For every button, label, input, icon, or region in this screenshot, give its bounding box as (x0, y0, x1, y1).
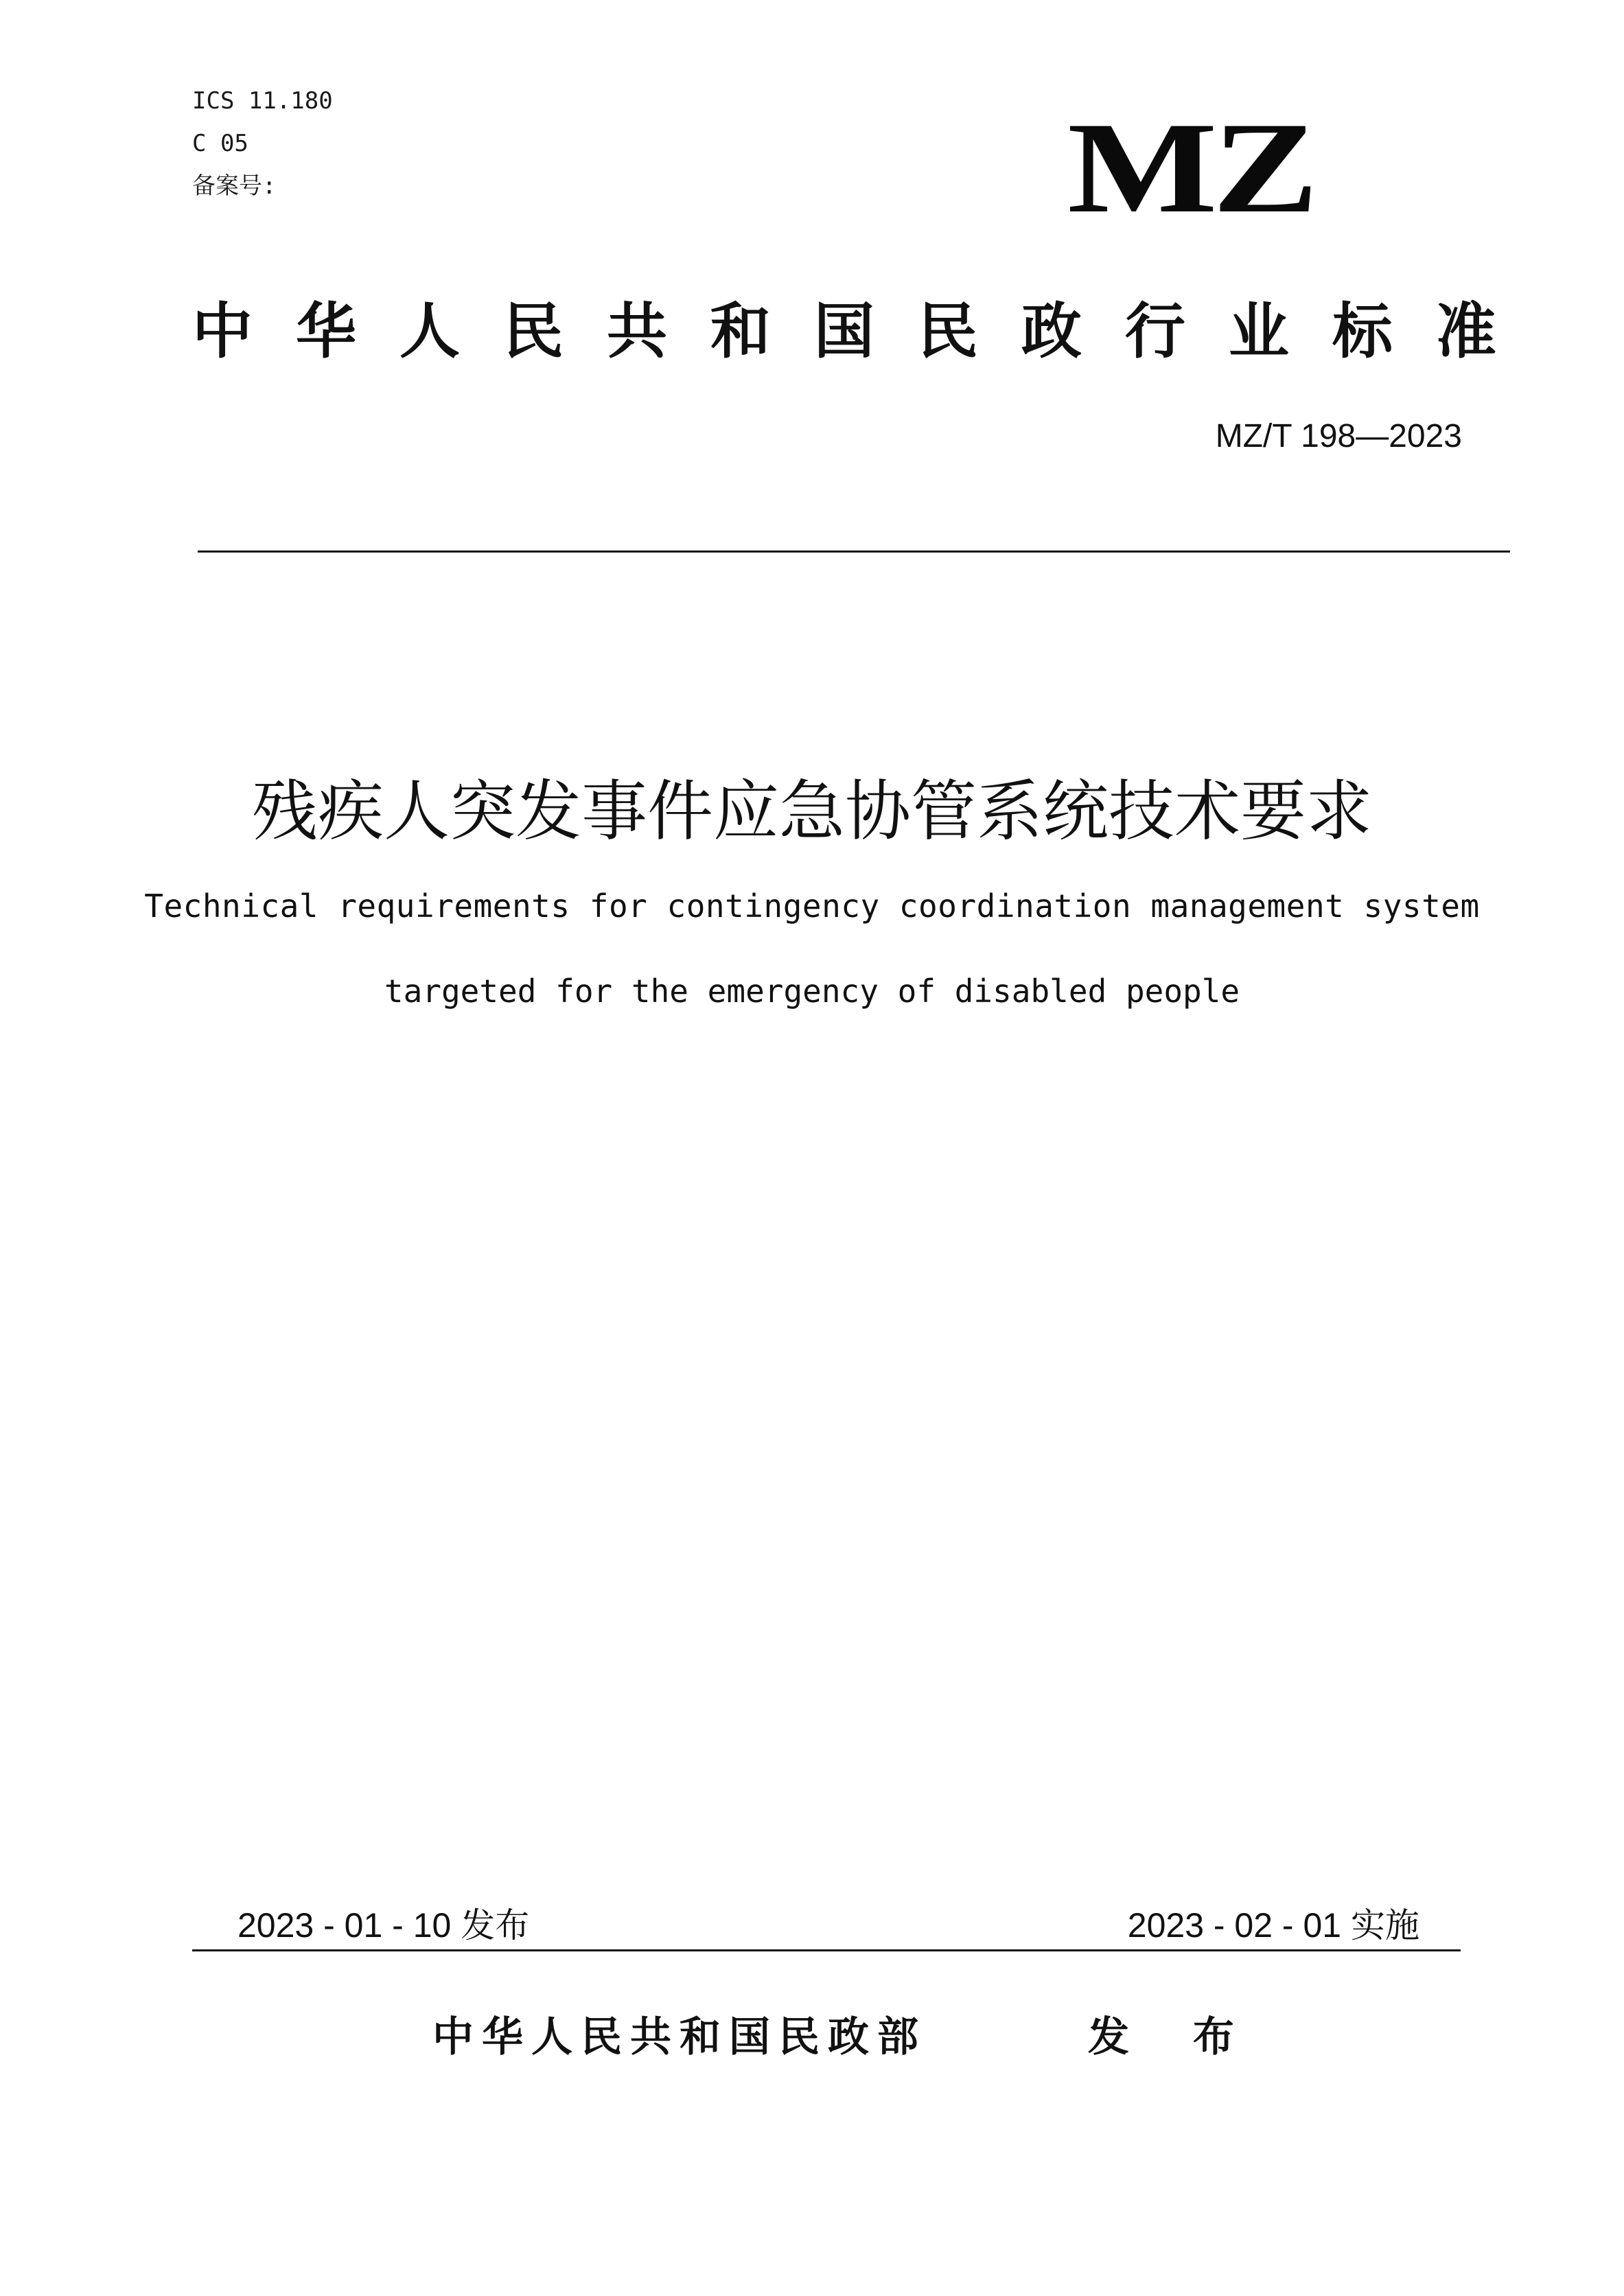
standard-title-char: 业 (1228, 296, 1289, 367)
standard-title-char: 华 (295, 296, 356, 367)
mz-logo: MZ (1067, 96, 1314, 240)
ics-code: ICS 11.180 (192, 87, 333, 115)
ccs-code: C 05 (192, 130, 248, 157)
publish-label: 发 布 (1088, 2013, 1259, 2061)
document-title-english-line-1: Technical requirements for contingency coordination management system (144, 888, 1480, 925)
standard-title-char: 人 (399, 296, 460, 367)
classification-block (192, 80, 333, 207)
standard-title-char: 和 (710, 296, 771, 367)
document-title-english-line-2: targeted for the emergency of disabled people (384, 973, 1240, 1010)
standard-category-title (192, 294, 1496, 369)
document-title-chinese: 残疾人突发事件应急协管系统技术要求 (252, 773, 1372, 850)
standard-number: MZ/T 198—2023 (1215, 418, 1462, 454)
header-divider (198, 550, 1510, 553)
publisher-name: 中华人民共和国民政部 (432, 2013, 927, 2061)
standard-title-char: 国 (813, 296, 874, 367)
footer-divider (192, 1949, 1461, 1951)
standard-title-char: 政 (1021, 296, 1082, 367)
standard-title-char: 准 (1435, 296, 1496, 367)
standard-title-char: 民 (502, 296, 564, 367)
standard-title-char: 共 (606, 296, 667, 367)
implementation-date: 2023 - 02 - 01 实施 (1127, 1906, 1419, 1945)
issue-date: 2023 - 01 - 10 发布 (237, 1906, 530, 1945)
standard-title-char: 标 (1332, 296, 1393, 367)
standard-title-char: 民 (917, 296, 978, 367)
filing-number-label: 备案号: (192, 172, 277, 200)
standard-title-char: 行 (1124, 296, 1185, 367)
standard-title-char: 中 (192, 296, 253, 367)
